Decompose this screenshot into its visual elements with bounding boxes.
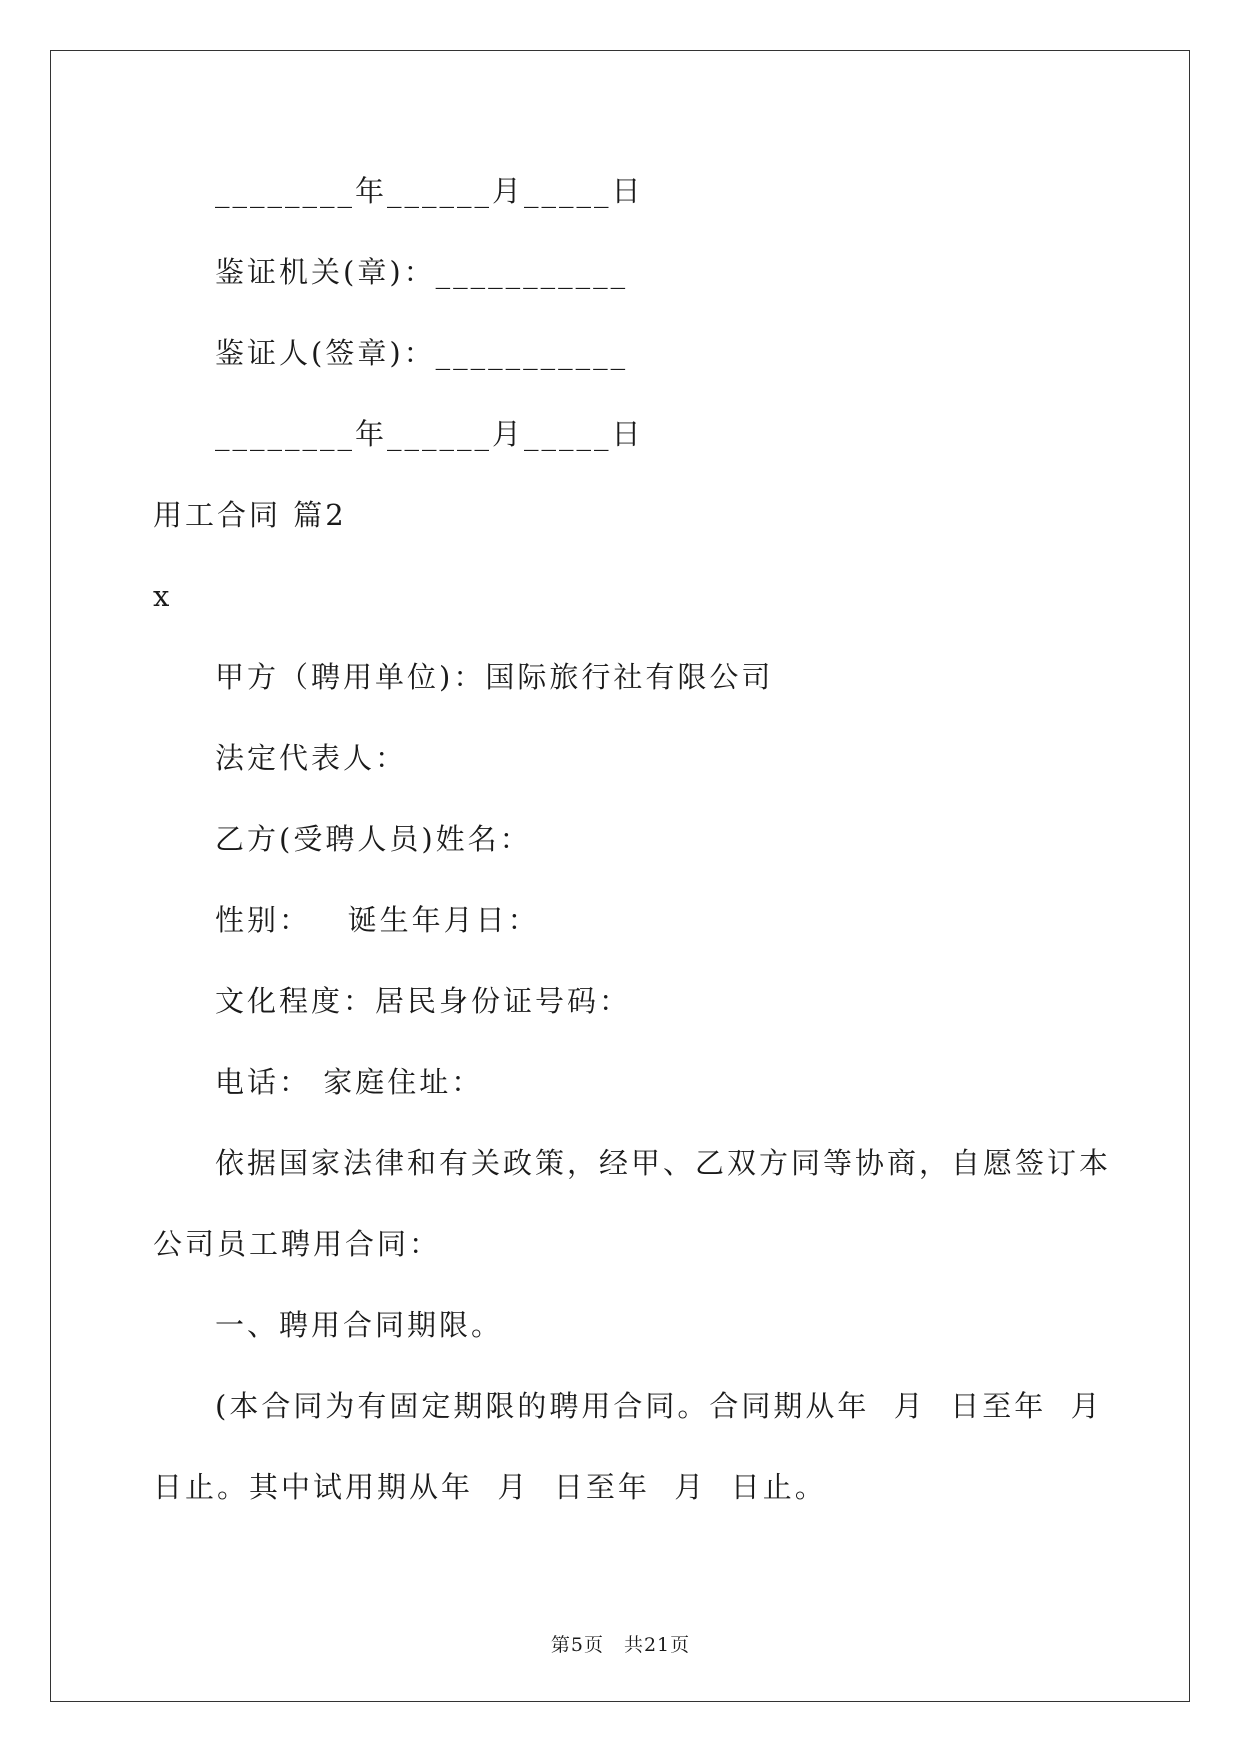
party-a-line: 甲方（聘用单位)：国际旅行社有限公司 bbox=[215, 660, 774, 694]
section-heading: 用工合同 篇2 bbox=[153, 498, 347, 532]
education-id-line: 文化程度：居民身份证号码： bbox=[215, 984, 632, 1018]
clause-one-heading: 一、聘用合同期限。 bbox=[215, 1308, 504, 1342]
clause-one-text-2: 日止。其中试用期从年 月 日至年 月 日止。 bbox=[153, 1470, 827, 1504]
page-number-footer: 第5页 共21页 bbox=[550, 1634, 691, 1656]
certifying-authority-line: 鉴证机关(章)：___________ bbox=[215, 255, 629, 289]
preamble-line-2: 公司员工聘用合同： bbox=[153, 1227, 442, 1261]
party-b-name-line: 乙方(受聘人员)姓名： bbox=[215, 822, 532, 856]
legal-representative-line: 法定代表人： bbox=[215, 741, 408, 775]
page-border bbox=[50, 50, 1190, 1702]
placeholder-x: x bbox=[153, 579, 173, 613]
preamble-line-1: 依据国家法律和有关政策，经甲、乙双方同等协商，自愿签订本 bbox=[215, 1146, 1112, 1180]
date-line-1: ________年______月_____日 bbox=[215, 174, 644, 208]
date-line-2: ________年______月_____日 bbox=[215, 417, 644, 451]
phone-address-line: 电话： 家庭住址： bbox=[215, 1065, 484, 1099]
clause-one-text-1: (本合同为有固定期限的聘用合同。合同期从年 月 日至年 月 bbox=[215, 1389, 1103, 1423]
certifier-signature-line: 鉴证人(签章)：___________ bbox=[215, 336, 629, 370]
gender-birthdate-line: 性别： 诞生年月日： bbox=[215, 903, 540, 937]
